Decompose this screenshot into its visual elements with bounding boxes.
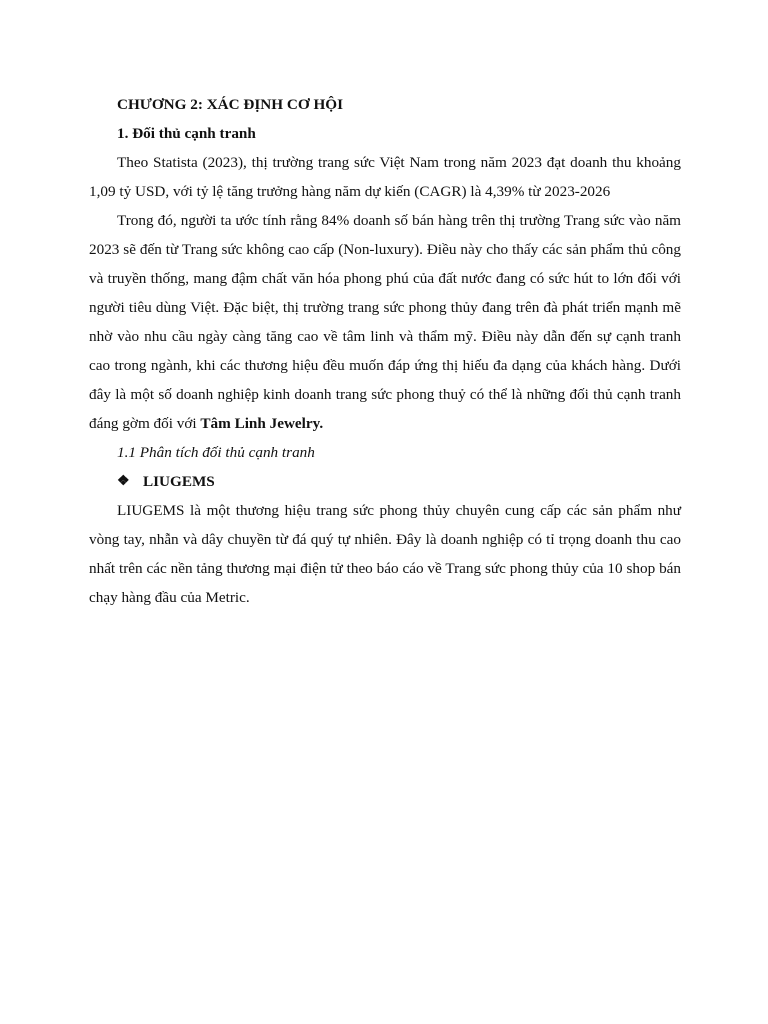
paragraph-competition-text: Trong đó, người ta ước tính rằng 84% doanh số bán hàng trên thị trường Trang sức vào năm 2023 sẽ đến từ Trang sức không cao cấp (Non-luxury). Điều này cho thấy các sản phẩm thủ công và truyền thống, mang đậm chất văn hóa phong phú của đất nước đang có sức hút to lớn đối với người tiêu dùng Việt. Đặc biệt, thị trường trang sức phong thủy đang trên đà phát triển mạnh mẽ nhờ vào nhu cầu ngày càng tăng cao về tâm linh và thẩm mỹ. Điều này dẫn đến sự cạnh tranh cao trong ngành, khi các thương hiệu đều muốn đáp ứng thị hiếu đa dạng của khách hàng. Dưới đây là một số doanh nghiệp kinh doanh trang sức phong thuỷ có thể là những đối thủ cạnh tranh đáng gờm đối với <box>89 212 681 432</box>
section-title: 1. Đối thủ cạnh tranh <box>117 125 256 142</box>
diamond-bullet-icon: ❖ <box>117 474 130 489</box>
competitor-heading <box>89 467 681 496</box>
chapter-title: CHƯƠNG 2: XÁC ĐỊNH CƠ HỘI <box>117 96 343 113</box>
brand-highlight: Tâm Linh Jewelry. <box>200 415 324 432</box>
paragraph-liugems: LIUGEMS là một thương hiệu trang sức phong thủy chuyên cung cấp các sản phẩm như vòng tay, nhẫn và dây chuyền từ đá quý tự nhiên. Đây là doanh nghiệp có tỉ trọng doanh thu cao nhất trên các nền tảng thương mại điện tử theo báo cáo về Trang sức phong thủy của 10 shop bán chạy hàng đầu của Metric. <box>89 502 681 606</box>
paragraph-competition <box>89 206 681 438</box>
paragraph-market-overview: Theo Statista (2023), thị trường trang sức Việt Nam trong năm 2023 đạt doanh thu khoảng 1,09 tỷ USD, với tỷ lệ tăng trưởng hàng năm dự kiến (CAGR) là 4,39% từ 2023-2026 <box>89 154 681 200</box>
competitor-name: LIUGEMS <box>143 473 215 490</box>
document-page <box>89 90 681 612</box>
subsection-title: 1.1 Phân tích đối thủ cạnh tranh <box>117 444 315 461</box>
